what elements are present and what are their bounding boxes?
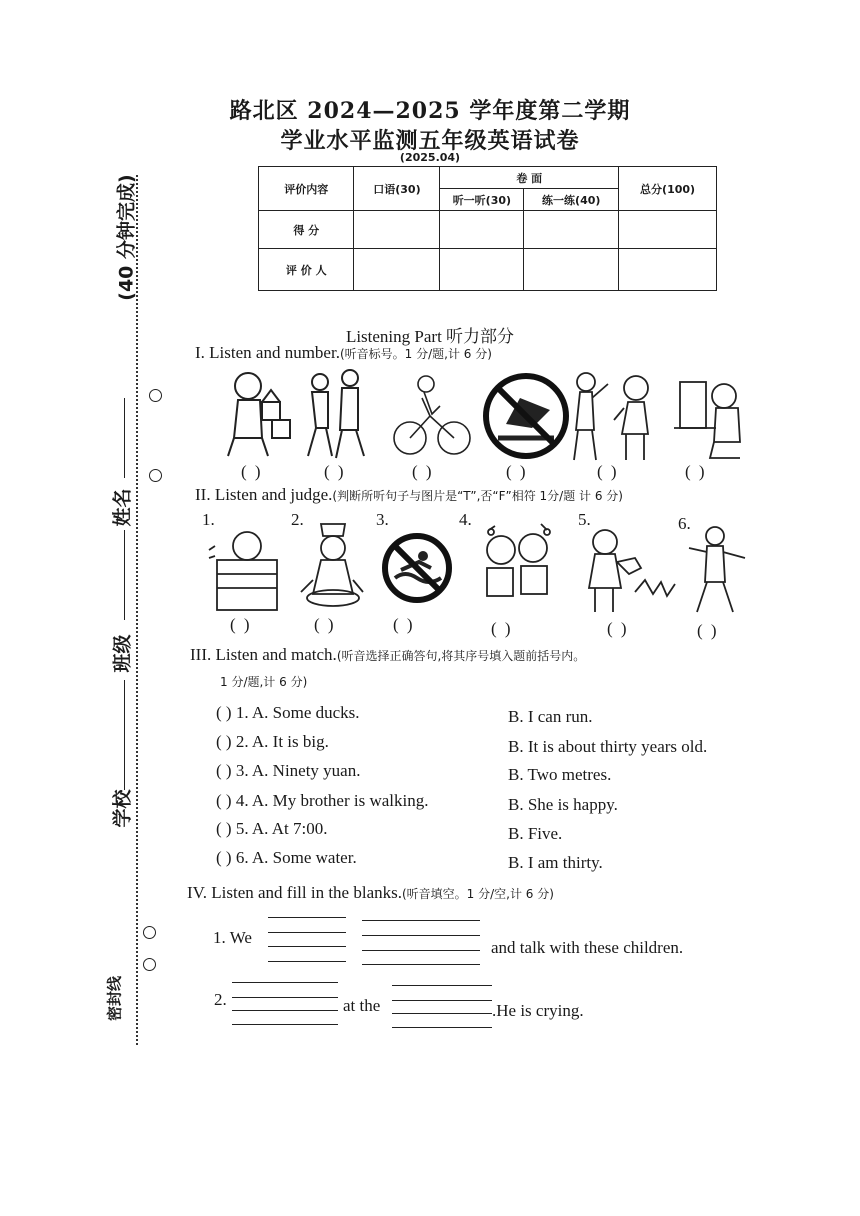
class-label: 班级	[111, 634, 134, 673]
answer-paren[interactable]: ( )	[241, 462, 263, 481]
grader-cell[interactable]	[354, 249, 440, 291]
exam-date: (2025.04)	[399, 151, 461, 164]
blank-line[interactable]	[392, 1013, 492, 1014]
grader-cell[interactable]	[619, 249, 717, 291]
blank-line[interactable]	[362, 920, 480, 921]
child-cooking-icon	[301, 524, 363, 606]
school-blank[interactable]	[124, 680, 125, 790]
seal-label: 密封线	[105, 976, 124, 1022]
match-question: ( ) 5. A. At 7:00.	[216, 819, 328, 838]
match-question: ( ) 1. A. Some ducks.	[216, 703, 360, 722]
sick-child-in-bed-icon	[209, 532, 277, 610]
no-fire-sign-icon	[486, 376, 566, 456]
blank-line[interactable]	[232, 997, 338, 998]
binding-hole-icon	[143, 958, 156, 971]
two-children-talking-icon	[574, 373, 648, 460]
match-option-b: B. It is about thirty years old.	[508, 737, 708, 756]
section1-heading: I. Listen and number.(听音标号。1 分/题,计 6 分)	[195, 343, 492, 362]
item-number: 4.	[459, 510, 472, 529]
blank-line[interactable]	[232, 1010, 338, 1011]
answer-paren[interactable]: ( )	[697, 621, 719, 640]
blank-line[interactable]	[392, 1000, 492, 1001]
section3-heading: III. Listen and match.(听音选择正确答句,将其序号填入题前括号内。	[190, 645, 586, 664]
answer-paren[interactable]: ( )	[314, 615, 336, 634]
section2-pictures	[205, 522, 765, 618]
blank-line[interactable]	[392, 985, 492, 986]
col-total: 总分(100)	[619, 167, 717, 211]
match-question: ( ) 3. A. Ninety yuan.	[216, 761, 361, 780]
binding-hole-icon	[149, 389, 162, 402]
fill-q1-end: and talk with these children.	[491, 938, 684, 957]
man-at-computer-icon	[674, 382, 740, 458]
answer-paren[interactable]: ( )	[685, 462, 707, 481]
listening-part-title: Listening Part 听力部分	[345, 327, 515, 346]
answer-paren[interactable]: ( )	[506, 462, 528, 481]
section2-heading: II. Listen and judge.(判断所听句子与图片是“T”,否“F”相符 1分/题 计 6 分)	[195, 485, 623, 504]
blank-line[interactable]	[268, 917, 346, 918]
binding-hole-icon	[149, 469, 162, 482]
blank-line[interactable]	[268, 961, 346, 962]
blank-line[interactable]	[362, 935, 480, 936]
fill-q1-start: 1. We	[213, 928, 252, 947]
section4-heading: IV. Listen and fill in the blanks.(听音填空。1 分/空,计 6 分)	[187, 883, 554, 902]
time-note: (40 分钟完成)	[115, 174, 138, 301]
answer-paren[interactable]: ( )	[230, 615, 252, 634]
col-oral: 口语(30)	[354, 167, 440, 211]
col-content: 评价内容	[259, 167, 354, 211]
answer-paren[interactable]: ( )	[393, 615, 415, 634]
grader-cell[interactable]	[440, 249, 524, 291]
answer-paren[interactable]: ( )	[597, 462, 619, 481]
item-number: 5.	[578, 510, 591, 529]
section3-heading-cont: 1 分/题,计 6 分)	[220, 675, 308, 689]
row-grader-label: 评 价 人	[259, 249, 354, 291]
col-paper: 卷 面	[440, 167, 619, 189]
match-option-b: B. She is happy.	[508, 795, 618, 814]
answer-paren[interactable]: ( )	[412, 462, 434, 481]
match-option-b: B. I am thirty.	[508, 853, 603, 872]
child-building-blocks-icon	[228, 373, 290, 456]
match-question: ( ) 6. A. Some water.	[216, 848, 357, 867]
blank-line[interactable]	[392, 1027, 492, 1028]
exam-title-line1: 路北区 2024—2025 学年度第二学期	[229, 98, 631, 124]
school-label: 学校	[111, 789, 134, 828]
score-cell[interactable]	[354, 211, 440, 249]
match-option-b: B. I can run.	[508, 707, 593, 726]
blank-line[interactable]	[232, 982, 338, 983]
col-listen: 听一听(30)	[440, 189, 524, 211]
girl-watering-flowers-icon	[589, 530, 675, 612]
score-cell[interactable]	[619, 211, 717, 249]
match-question: ( ) 4. A. My brother is walking.	[216, 791, 429, 810]
section1-pictures	[220, 368, 760, 464]
blank-line[interactable]	[362, 950, 480, 951]
two-people-walking-icon	[308, 370, 364, 458]
children-singing-icon	[487, 524, 550, 596]
man-doing-taichi-icon	[689, 527, 745, 612]
row-score-label: 得 分	[259, 211, 354, 249]
seal-dotted-line	[136, 175, 138, 1045]
fill-q2-start: 2.	[214, 990, 227, 1009]
fill-q2-mid: at the	[343, 996, 381, 1015]
item-number: 2.	[291, 510, 304, 529]
grader-cell[interactable]	[524, 249, 619, 291]
blank-line[interactable]	[232, 1024, 338, 1025]
blank-line[interactable]	[268, 946, 346, 947]
score-table	[258, 166, 717, 291]
answer-paren[interactable]: ( )	[324, 462, 346, 481]
fill-q2-end: .He is crying.	[492, 1001, 584, 1020]
name-blank[interactable]	[124, 398, 125, 478]
match-option-b: B. Five.	[508, 824, 563, 843]
score-cell[interactable]	[440, 211, 524, 249]
answer-paren[interactable]: ( )	[491, 619, 513, 638]
name-label: 姓名	[111, 488, 134, 527]
binding-hole-icon	[143, 926, 156, 939]
col-practice: 练一练(40)	[524, 189, 619, 211]
class-blank[interactable]	[124, 530, 125, 620]
item-number: 6.	[678, 514, 691, 533]
exam-title-line2: 学业水平监测五年级英语试卷	[280, 128, 580, 154]
blank-line[interactable]	[362, 964, 480, 965]
answer-paren[interactable]: ( )	[607, 619, 629, 638]
match-option-b: B. Two metres.	[508, 765, 612, 784]
match-question: ( ) 2. A. It is big.	[216, 732, 329, 751]
score-cell[interactable]	[524, 211, 619, 249]
no-swimming-sign-icon	[385, 536, 449, 600]
blank-line[interactable]	[268, 932, 346, 933]
item-number: 3.	[376, 510, 389, 529]
girl-riding-bicycle-icon	[394, 376, 470, 454]
item-number: 1.	[202, 510, 215, 529]
